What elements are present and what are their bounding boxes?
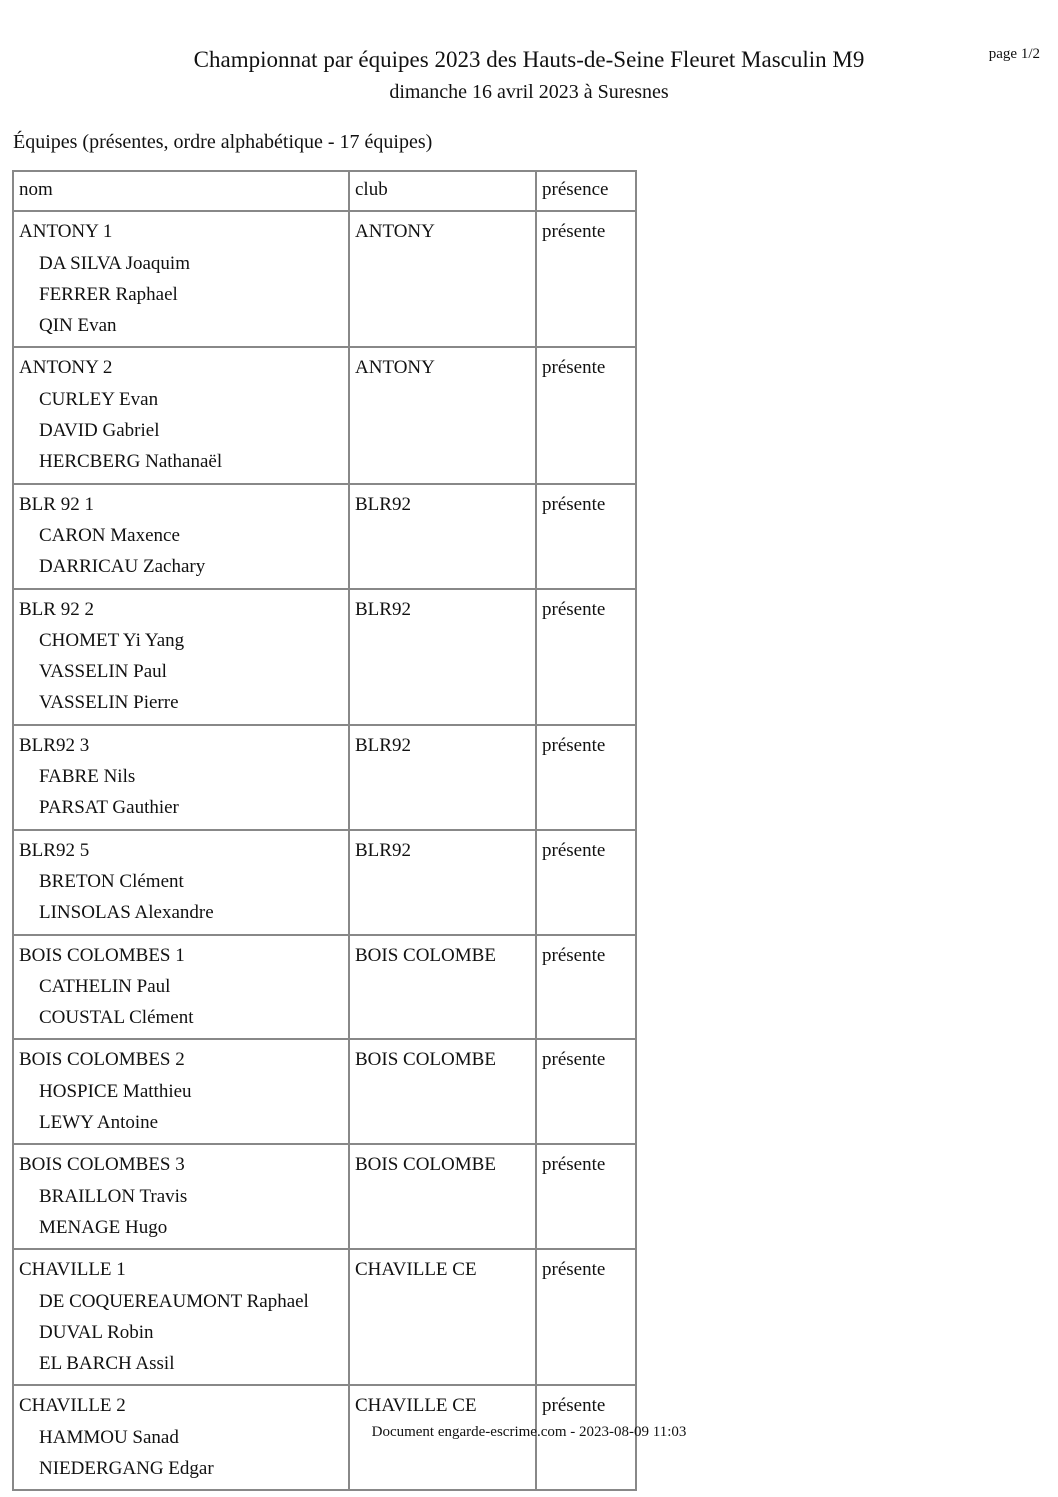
table-row: [13, 211, 636, 347]
presence-cell: présente: [536, 484, 636, 589]
team-member: COUSTAL Clément: [39, 1007, 194, 1029]
presence-cell: présente: [536, 1385, 636, 1490]
table-row: [13, 725, 636, 830]
presence-cell: présente: [536, 1039, 636, 1144]
column-header-presence: présence: [536, 171, 636, 211]
team-name: BLR 92 2: [19, 598, 94, 620]
team-member: NIEDERGANG Edgar: [39, 1457, 214, 1479]
team-member: EL BARCH Assil: [39, 1353, 175, 1375]
team-name: BLR92 3: [19, 734, 90, 756]
table-row: [13, 830, 636, 935]
team-member: BRAILLON Travis: [39, 1185, 188, 1207]
team-cell: [13, 1039, 349, 1144]
club-cell: CHAVILLE CE: [349, 1385, 536, 1490]
team-member: DARRICAU Zachary: [39, 556, 206, 578]
team-cell: [13, 484, 349, 589]
team-name: CHAVILLE 2: [19, 1395, 126, 1417]
document-footer: Document engarde-escrime.com - 2023-08-09 11:03: [371, 1424, 687, 1440]
team-member: CARON Maxence: [39, 524, 180, 546]
club-cell: BLR92: [349, 725, 536, 830]
team-member: CATHELIN Paul: [39, 975, 171, 997]
club-cell: CHAVILLE CE: [349, 1249, 536, 1385]
team-name: CHAVILLE 1: [19, 1259, 126, 1281]
team-member: DAVID Gabriel: [39, 420, 160, 442]
team-name: BLR 92 1: [19, 493, 94, 515]
document-subtitle: dimanche 16 avril 2023 à Suresnes: [389, 81, 669, 103]
club-cell: BLR92: [349, 589, 536, 725]
team-member: BRETON Clément: [39, 870, 184, 892]
team-member: VASSELIN Pierre: [39, 692, 179, 714]
team-cell: [13, 1144, 349, 1249]
presence-cell: présente: [536, 347, 636, 483]
team-member: FERRER Raphael: [39, 283, 178, 305]
team-name: BOIS COLOMBES 3: [19, 1154, 185, 1176]
club-cell: BLR92: [349, 484, 536, 589]
section-title: Équipes (présentes, ordre alphabétique - 17 équipes): [13, 131, 433, 153]
team-member: HERCBERG Nathanaël: [39, 451, 223, 473]
team-cell: [13, 589, 349, 725]
table-row: [13, 1249, 636, 1385]
team-member: QIN Evan: [39, 315, 117, 337]
column-header-nom: nom: [13, 171, 349, 211]
team-member: DA SILVA Joaquim: [39, 252, 190, 274]
document-title: Championnat par équipes 2023 des Hauts-de-Seine Fleuret Masculin M9: [193, 47, 865, 72]
team-cell: [13, 935, 349, 1040]
table-row: [13, 347, 636, 483]
presence-cell: présente: [536, 935, 636, 1040]
team-member: FABRE Nils: [39, 766, 136, 788]
page-number: page 1/2: [988, 46, 1040, 62]
table-row: [13, 1039, 636, 1144]
club-cell: BLR92: [349, 830, 536, 935]
team-member: CHOMET Yi Yang: [39, 629, 185, 651]
team-cell: [13, 830, 349, 935]
team-member: MENAGE Hugo: [39, 1216, 168, 1238]
table-row: [13, 1144, 636, 1249]
teams-table: [12, 170, 637, 1491]
presence-cell: présente: [536, 589, 636, 725]
team-cell: [13, 211, 349, 347]
club-cell: ANTONY: [349, 211, 536, 347]
column-header-club: club: [349, 171, 536, 211]
team-cell: [13, 725, 349, 830]
table-row: [13, 589, 636, 725]
presence-cell: présente: [536, 211, 636, 347]
team-name: BOIS COLOMBES 1: [19, 944, 185, 966]
team-name: ANTONY 1: [19, 221, 113, 243]
team-member: HAMMOU Sanad: [39, 1426, 179, 1448]
team-member: VASSELIN Paul: [39, 661, 167, 683]
team-name: ANTONY 2: [19, 357, 113, 379]
table-header-row: [13, 171, 636, 211]
team-name: BLR92 5: [19, 839, 90, 861]
team-member: LEWY Antoine: [39, 1112, 159, 1134]
presence-cell: présente: [536, 1249, 636, 1385]
team-member: DUVAL Robin: [39, 1321, 154, 1343]
team-member: PARSAT Gauthier: [39, 797, 179, 819]
team-member: DE COQUEREAUMONT Raphael: [39, 1290, 309, 1312]
teams-table-body: [13, 211, 636, 1490]
presence-cell: présente: [536, 1144, 636, 1249]
club-cell: BOIS COLOMBE: [349, 1039, 536, 1144]
club-cell: BOIS COLOMBE: [349, 1144, 536, 1249]
club-cell: ANTONY: [349, 347, 536, 483]
club-cell: BOIS COLOMBE: [349, 935, 536, 1040]
team-member: CURLEY Evan: [39, 388, 159, 410]
team-member: HOSPICE Matthieu: [39, 1080, 192, 1102]
table-row: [13, 935, 636, 1040]
team-name: BOIS COLOMBES 2: [19, 1049, 185, 1071]
team-cell: [13, 1249, 349, 1385]
table-row: [13, 484, 636, 589]
presence-cell: présente: [536, 725, 636, 830]
team-cell: [13, 347, 349, 483]
presence-cell: présente: [536, 830, 636, 935]
team-member: LINSOLAS Alexandre: [39, 902, 214, 924]
